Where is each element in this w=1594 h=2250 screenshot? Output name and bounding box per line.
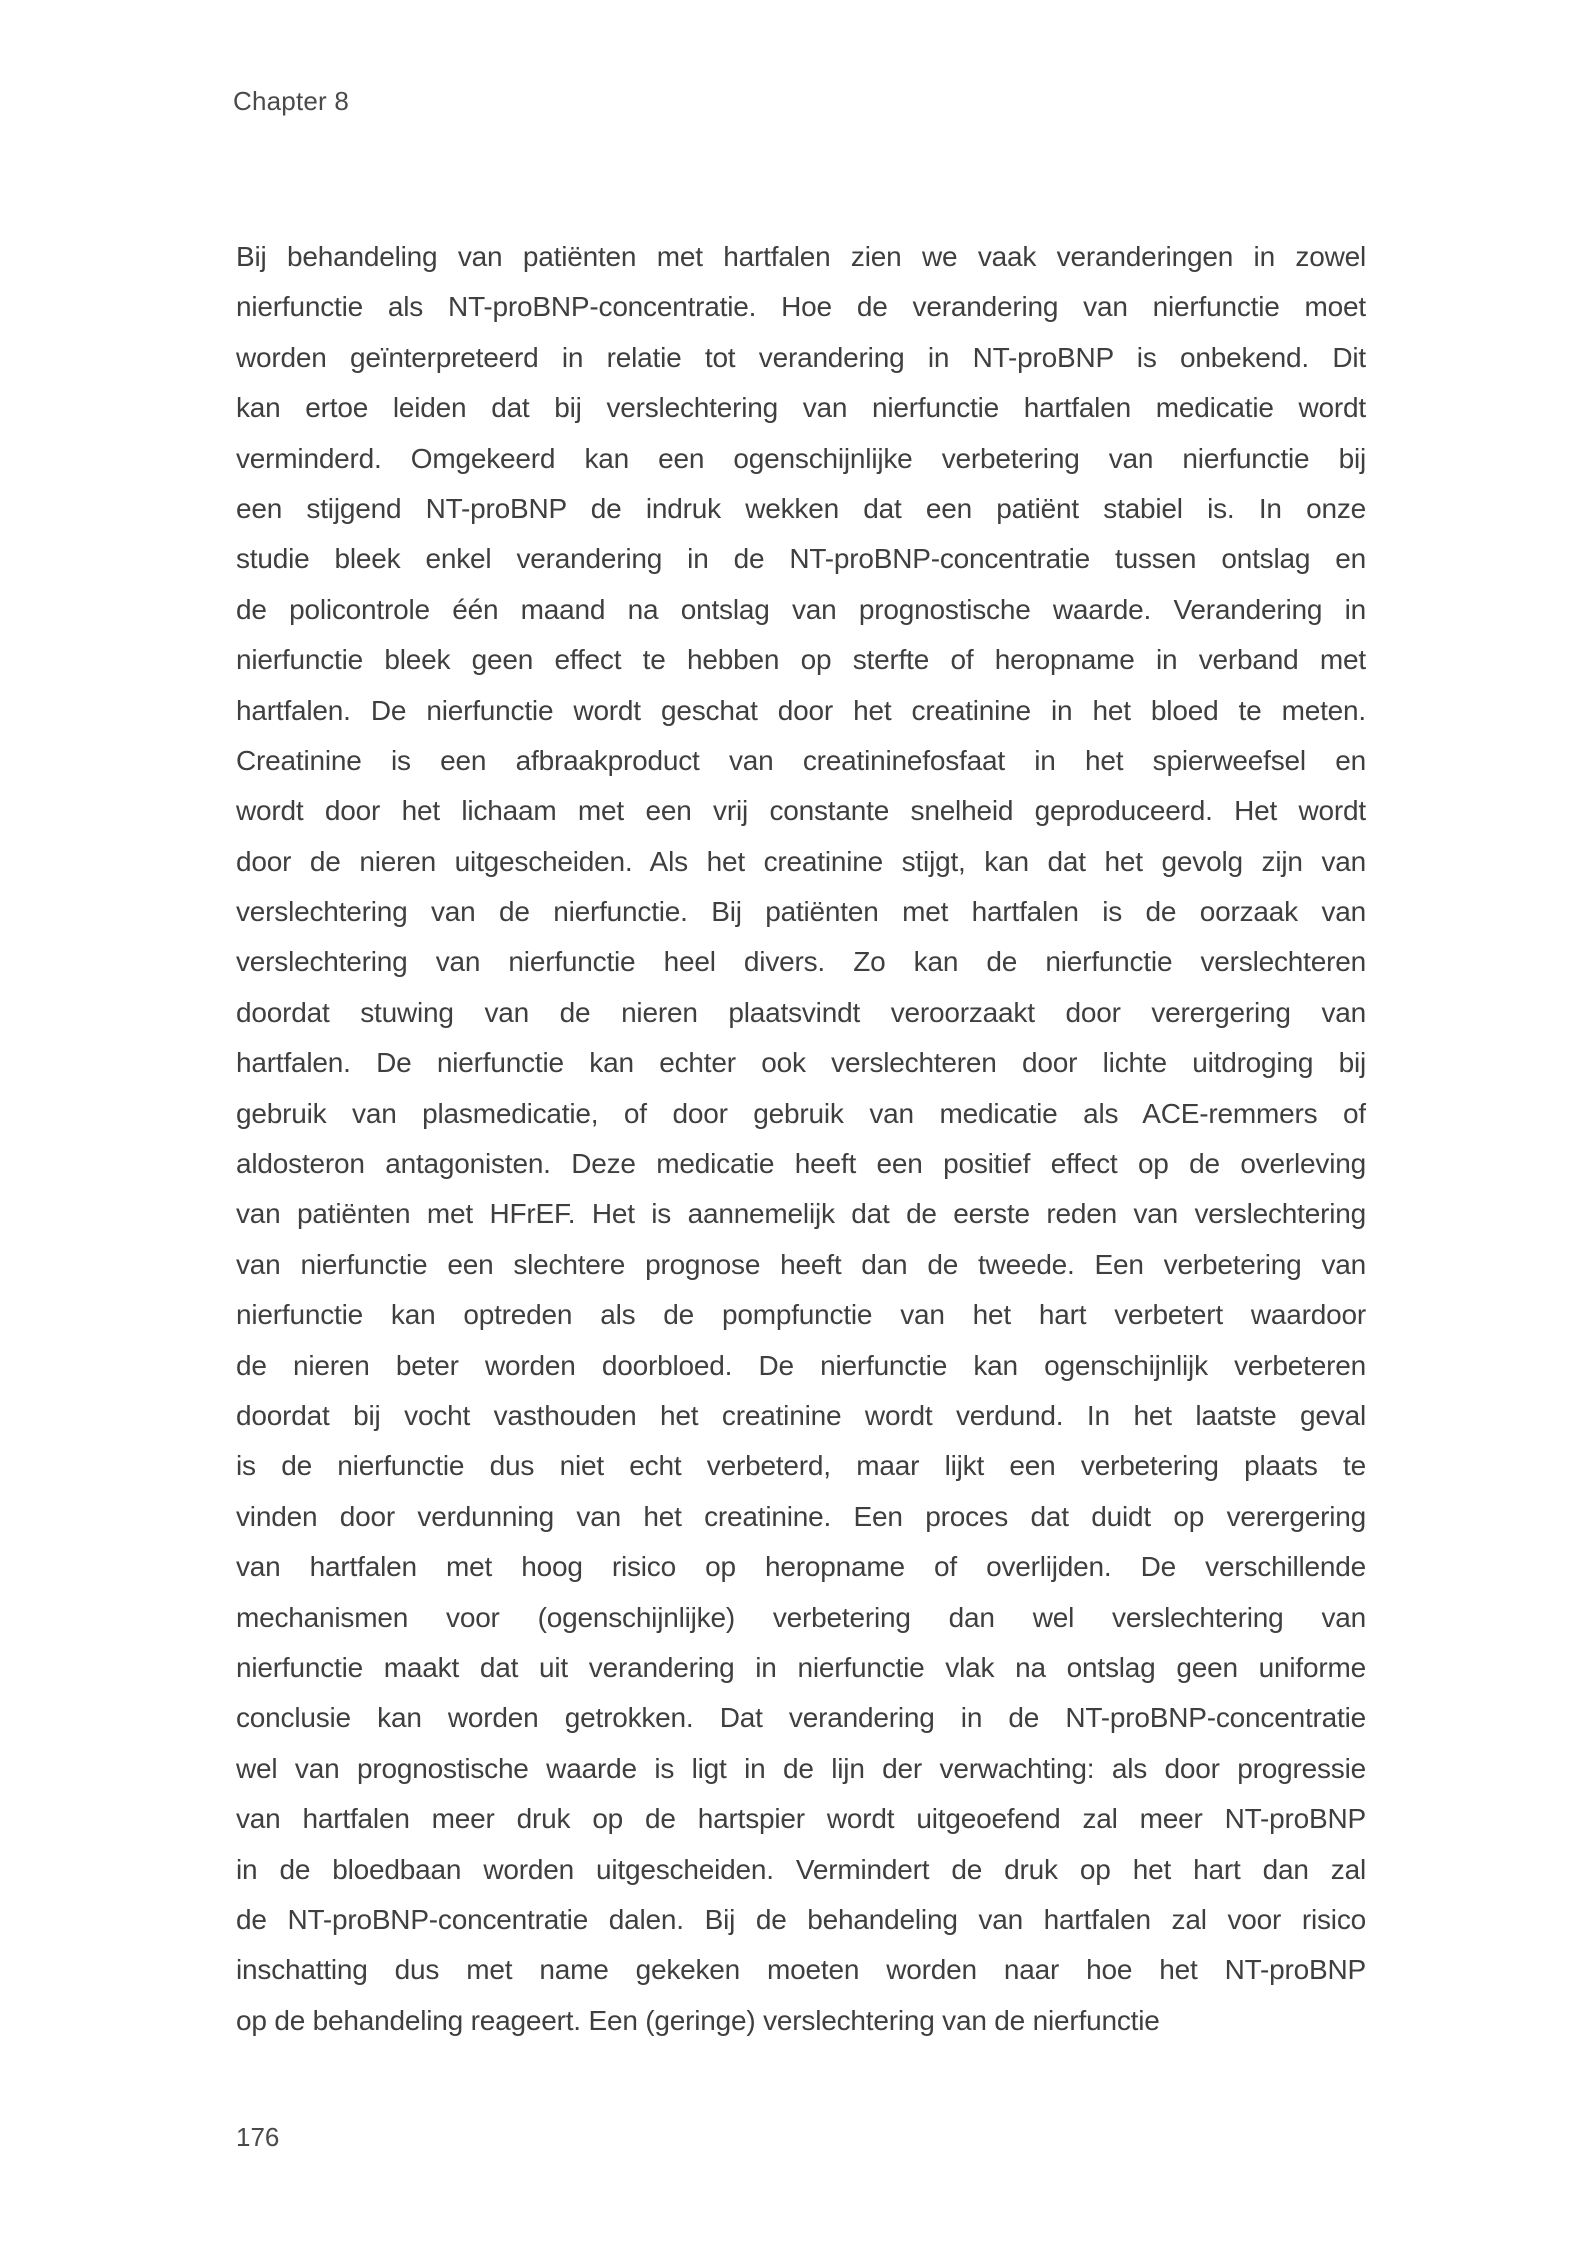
text-line: nierfunctie als NT-proBNP-concentratie. Hoe de verandering van nierfunctie moet (236, 291, 1366, 323)
text-line: in de bloedbaan worden uitgescheiden. Vermindert de druk op het hart dan zal (236, 1853, 1366, 1885)
text-line: van patiënten met HFrEF. Het is aannemelijk dat de eerste reden van verslechtering (236, 1198, 1366, 1230)
text-line: wordt door het lichaam met een vrij constante snelheid geproduceerd. Het wordt (236, 795, 1366, 827)
text-line: conclusie kan worden getrokken. Dat verandering in de NT-proBNP-concentratie (236, 1702, 1366, 1734)
text-line: de nieren beter worden doorbloed. De nierfunctie kan ogenschijnlijk verbeteren (236, 1349, 1366, 1381)
text-line: hartfalen. De nierfunctie wordt geschat door het creatinine in het bloed te meten. (236, 694, 1366, 726)
text-line: verslechtering van de nierfunctie. Bij patiënten met hartfalen is de oorzaak van (236, 896, 1366, 928)
text-line: op de behandeling reageert. Een (geringe) verslechtering van de nierfunctie (236, 2004, 1160, 2036)
text-line: nierfunctie kan optreden als de pompfunctie van het hart verbetert waardoor (236, 1299, 1366, 1331)
text-line: de NT-proBNP-concentratie dalen. Bij de behandeling van hartfalen zal voor risico (236, 1903, 1366, 1935)
body-paragraph (236, 232, 1366, 2046)
text-line: een stijgend NT-proBNP de indruk wekken dat een patiënt stabiel is. In onze (236, 492, 1366, 524)
text-line: vinden door verdunning van het creatinine. Een proces dat duidt op verergering (236, 1500, 1366, 1532)
text-line: studie bleek enkel verandering in de NT-proBNP-concentratie tussen ontslag en (236, 543, 1366, 575)
text-line: nierfunctie maakt dat uit verandering in nierfunctie vlak na ontslag geen uniforme (236, 1651, 1366, 1683)
text-line: doordat bij vocht vasthouden het creatinine wordt verdund. In het laatste geval (236, 1399, 1366, 1431)
text-line: verslechtering van nierfunctie heel divers. Zo kan de nierfunctie verslechteren (236, 946, 1366, 978)
text-line: Bij behandeling van patiënten met hartfalen zien we vaak veranderingen in zowel (236, 241, 1366, 272)
text-line: nierfunctie bleek geen effect te hebben op sterfte of heropname in verband met (236, 644, 1366, 676)
text-line: inschatting dus met name gekeken moeten worden naar hoe het NT-proBNP (236, 1954, 1366, 1986)
text-line: van nierfunctie een slechtere prognose heeft dan de tweede. Een verbetering van (236, 1248, 1366, 1280)
text-line: wel van prognostische waarde is ligt in de lijn der verwachting: als door progressie (236, 1752, 1366, 1784)
text-line: de policontrole één maand na ontslag van prognostische waarde. Verandering in (236, 593, 1366, 625)
text-line: gebruik van plasmedicatie, of door gebruik van medicatie als ACE-remmers of (236, 1097, 1366, 1129)
text-line: verminderd. Omgekeerd kan een ogenschijnlijke verbetering van nierfunctie bij (236, 442, 1366, 474)
text-line: doordat stuwing van de nieren plaatsvindt veroorzaakt door verergering van (236, 996, 1366, 1028)
text-line: mechanismen voor (ogenschijnlijke) verbetering dan wel verslechtering van (236, 1601, 1366, 1633)
text-line: Creatinine is een afbraakproduct van creatininefosfaat in het spierweefsel en (236, 744, 1366, 776)
text-line: van hartfalen meer druk op de hartspier wordt uitgeoefend zal meer NT-proBNP (236, 1803, 1366, 1835)
text-line: hartfalen. De nierfunctie kan echter ook verslechteren door lichte uitdroging bij (236, 1047, 1366, 1079)
text-line: van hartfalen met hoog risico op heropname of overlijden. De verschillende (236, 1551, 1366, 1583)
text-line: is de nierfunctie dus niet echt verbeterd, maar lijkt een verbetering plaats te (236, 1450, 1366, 1482)
text-line: aldosteron antagonisten. Deze medicatie heeft een positief effect op de overleving (236, 1148, 1366, 1180)
chapter-header: Chapter 8 (233, 86, 349, 116)
page-number: 176 (236, 2122, 280, 2152)
text-line: worden geïnterpreteerd in relatie tot verandering in NT-proBNP is onbekend. Dit (236, 341, 1366, 373)
text-line: door de nieren uitgescheiden. Als het creatinine stijgt, kan dat het gevolg zijn van (236, 845, 1366, 877)
text-line: kan ertoe leiden dat bij verslechtering van nierfunctie hartfalen medicatie wordt (236, 392, 1366, 424)
